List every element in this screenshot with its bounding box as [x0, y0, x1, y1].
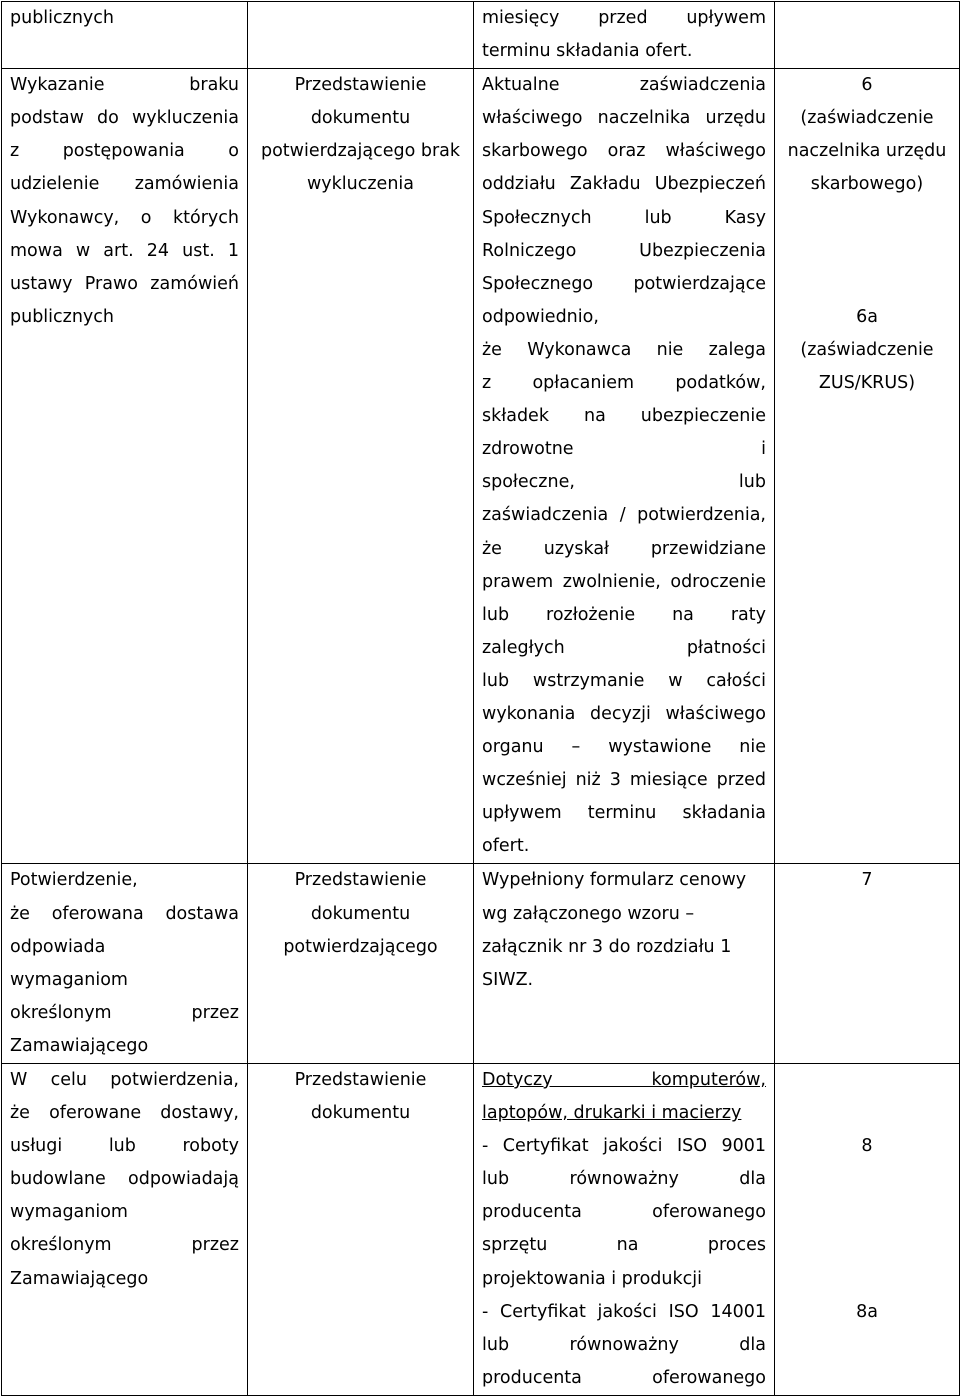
- number-cell: [775, 2, 960, 69]
- text-line: załącznik nr 3 do rozdziału 1: [482, 936, 732, 957]
- text-line: oddziału Zakładu Ubezpieczeń: [482, 174, 766, 195]
- text-line: dokumentu: [310, 903, 411, 924]
- text-line: ZUS/KRUS): [818, 373, 916, 394]
- text-line: dokumentu: [310, 108, 411, 129]
- spacer-line: [779, 268, 955, 301]
- text-line: W celu potwierdzenia,: [10, 1070, 239, 1090]
- spacer-line: [779, 202, 955, 235]
- method-cell: [248, 1064, 474, 1396]
- text-line: lub równoważny dla: [482, 1334, 766, 1355]
- spacer-line: [779, 1229, 955, 1262]
- text-line: lub rozłożenie na raty: [482, 604, 766, 625]
- text-line: z postępowania o: [10, 141, 239, 162]
- requirement-cell: [2, 2, 248, 69]
- spacer-line: [779, 1196, 955, 1229]
- text-line: lub wstrzymanie w całości: [482, 670, 766, 691]
- text-line: terminu składania ofert.: [482, 41, 693, 62]
- text-line: społeczne, lub: [482, 472, 766, 493]
- text-line: Wykazanie braku: [10, 75, 239, 96]
- text-line: (zaświadczenie: [800, 339, 934, 360]
- text-line: 6a: [856, 306, 878, 327]
- text-line: Przedstawienie: [294, 1070, 427, 1090]
- text-line: ofert.: [482, 836, 530, 857]
- document-cell: [474, 864, 775, 1064]
- text-line: udzielenie zamówienia: [10, 174, 239, 195]
- text-line: odpowiednio,: [482, 306, 599, 327]
- text-line: miesięcy przed upływem: [482, 8, 766, 28]
- text-line: dokumentu: [310, 1103, 411, 1124]
- text-line: Potwierdzenie,: [10, 870, 138, 891]
- text-line: producenta oferowanego: [482, 1367, 766, 1388]
- text-line: mowa w art. 24 ust. 1: [10, 240, 239, 261]
- text-line: że Wykonawca nie zalega: [482, 339, 766, 360]
- text-line: Dotyczy komputerów,: [482, 1070, 766, 1090]
- text-line: Aktualne zaświadczenia: [482, 75, 766, 96]
- text-line: organu – wystawione nie: [482, 737, 766, 758]
- method-cell: [248, 69, 474, 864]
- text-line: budowlane odpowiadają: [10, 1169, 239, 1190]
- text-line: właściwego naczelnika urzędu: [482, 108, 766, 129]
- text-line: wymaganiom: [10, 969, 128, 990]
- text-line: Wykonawcy, o których: [10, 207, 239, 228]
- text-line: usługi lub roboty: [10, 1136, 239, 1157]
- text-line: Społecznych lub Kasy: [482, 207, 766, 228]
- text-line: Przedstawienie: [294, 75, 427, 96]
- text-line: wykluczenia: [306, 174, 414, 195]
- text-line: wymaganiom: [10, 1202, 128, 1223]
- spacer-line: [779, 235, 955, 268]
- text-line: publicznych: [10, 8, 115, 28]
- text-line: - Certyfikat jakości ISO 14001: [482, 1301, 766, 1322]
- text-line: skarbowego): [810, 174, 924, 195]
- text-line: SIWZ.: [482, 969, 534, 990]
- method-cell: [248, 2, 474, 69]
- text-line: zaległych płatności: [482, 637, 766, 658]
- text-line: wcześniej niż 3 miesiące przed: [482, 770, 766, 791]
- text-line: że oferowane dostawy,: [10, 1103, 239, 1124]
- number-cell: [775, 69, 960, 864]
- text-line: lub równoważny dla: [482, 1169, 766, 1190]
- spacer-line: [779, 1097, 955, 1130]
- text-line: producenta oferowanego: [482, 1202, 766, 1223]
- text-line: publicznych: [10, 306, 115, 327]
- table-row: [2, 2, 960, 69]
- requirement-cell: [2, 1064, 248, 1396]
- requirement-cell: [2, 69, 248, 864]
- table-row: [2, 69, 960, 864]
- requirements-table: [1, 1, 960, 1396]
- text-line: odpowiada: [10, 936, 106, 957]
- text-line: składek na ubezpieczenie: [482, 406, 766, 427]
- text-line: Społecznego potwierdzające: [482, 273, 766, 294]
- document-cell: [474, 2, 775, 69]
- text-line: skarbowego oraz właściwego: [482, 141, 766, 162]
- number-cell: [775, 864, 960, 1064]
- method-cell: [248, 864, 474, 1064]
- text-line: określonym przez: [10, 1235, 239, 1256]
- text-line: potwierdzającego brak: [260, 141, 461, 162]
- text-line: sprzętu na proces: [482, 1235, 766, 1256]
- text-line: 8: [861, 1136, 873, 1157]
- spacer-line: [779, 1163, 955, 1196]
- text-line: naczelnika urzędu: [787, 141, 947, 162]
- text-line: że oferowana dostawa: [10, 903, 239, 924]
- spacer-line: [779, 1064, 955, 1097]
- text-line: określonym przez: [10, 1002, 239, 1023]
- requirement-cell: [2, 864, 248, 1064]
- spacer-line: [779, 1263, 955, 1296]
- text-line: potwierdzającego: [283, 936, 438, 957]
- text-line: zaświadczenia / potwierdzenia,: [482, 505, 766, 526]
- text-line: prawem zwolnienie, odroczenie: [482, 571, 766, 592]
- text-line: podstaw do wykluczenia: [10, 108, 239, 129]
- text-line: wg załączonego wzoru –: [482, 903, 695, 924]
- text-line: ustawy Prawo zamówień: [10, 273, 239, 294]
- document-cell: [474, 69, 775, 864]
- text-line: 6: [861, 75, 873, 96]
- text-line: zdrowotne i: [482, 439, 766, 460]
- text-line: Rolniczego Ubezpieczenia: [482, 240, 766, 261]
- table-row: [2, 1064, 960, 1396]
- text-line: że uzyskał przewidziane: [482, 538, 766, 559]
- text-line: projektowania i produkcji: [482, 1268, 702, 1289]
- document-cell: [474, 1064, 775, 1396]
- text-line: Przedstawienie: [294, 870, 427, 891]
- text-line: 8a: [856, 1301, 878, 1322]
- text-line: 7: [861, 870, 873, 891]
- text-line: Zamawiającego: [10, 1268, 149, 1289]
- text-line: Wypełniony formularz cenowy: [482, 870, 747, 891]
- text-line: laptopów, drukarki i macierzy: [482, 1103, 742, 1124]
- text-line: wykonania decyzji właściwego: [482, 703, 766, 724]
- text-line: z opłacaniem podatków,: [482, 373, 766, 394]
- text-line: Zamawiającego: [10, 1035, 149, 1056]
- text-line: - Certyfikat jakości ISO 9001: [482, 1136, 766, 1157]
- table-row: [2, 864, 960, 1064]
- text-line: upływem terminu składania: [482, 803, 766, 824]
- text-line: (zaświadczenie: [800, 108, 934, 129]
- number-cell: [775, 1064, 960, 1396]
